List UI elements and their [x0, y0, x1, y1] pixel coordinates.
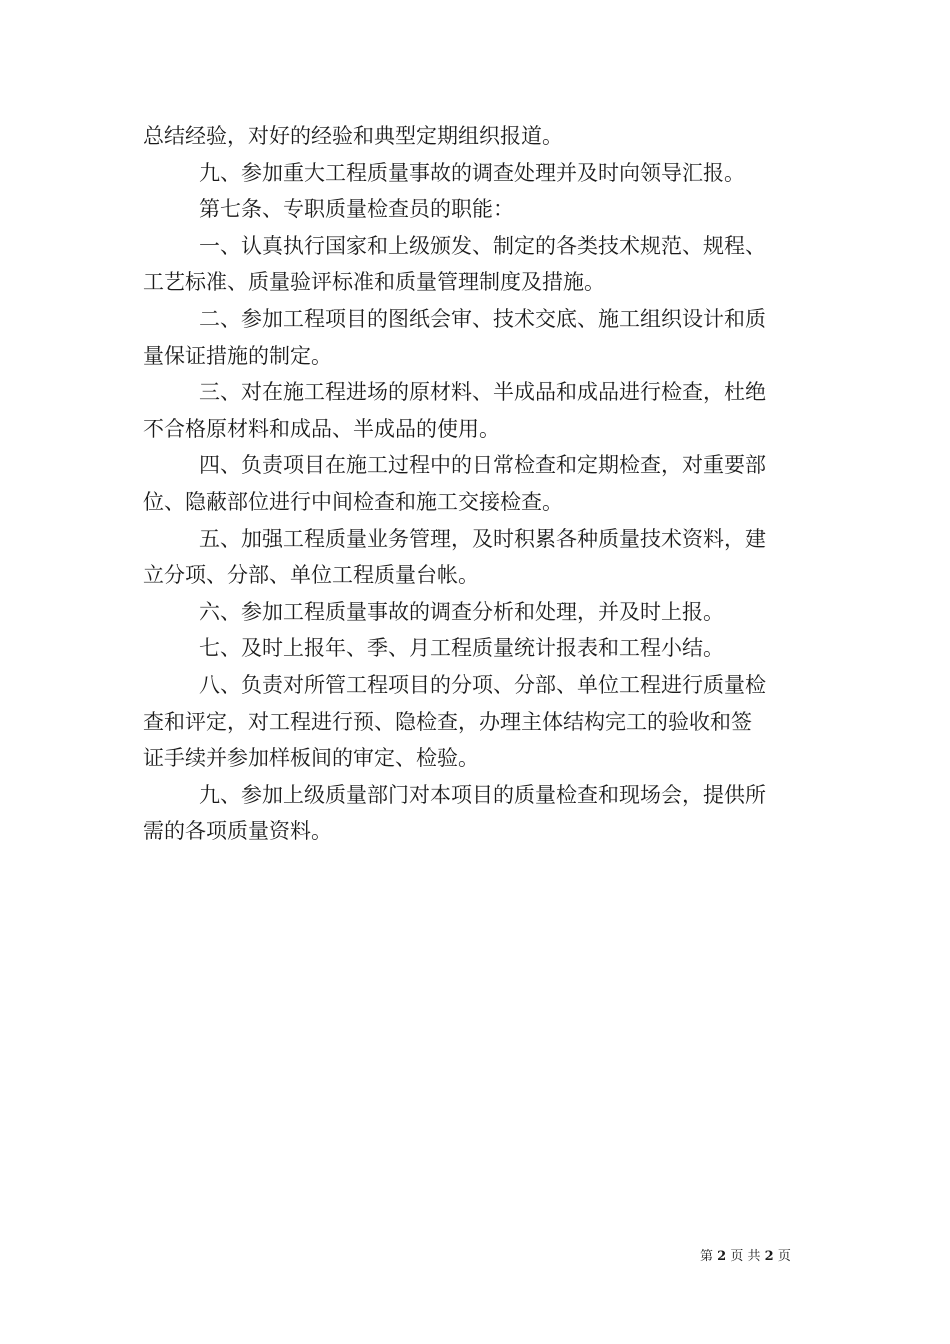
text-line-12: 五、加强工程质量业务管理，及时积累各种质量技术资料，建: [199, 526, 766, 551]
text-line-19: 九、参加上级质量部门对本项目的质量检查和现场会，提供所: [199, 782, 766, 807]
text-line-2: 九、参加重大工程质量事故的调查处理并及时向领导汇报。: [199, 160, 745, 185]
text-line-4: 一、认真执行国家和上级颁发、制定的各类技术规范、规程、: [199, 233, 766, 258]
text-line-17: 查和评定，对工程进行预、隐检查，办理主体结构完工的验收和签: [143, 709, 752, 734]
text-line-13: 立分项、分部、单位工程质量台帐。: [143, 563, 479, 588]
text-line-14: 六、参加工程质量事故的调查分析和处理，并及时上报。: [199, 599, 724, 624]
text-line-10: 四、负责项目在施工过程中的日常检查和定期检查，对重要部: [199, 453, 766, 478]
footer-total-pages: 2: [764, 1249, 774, 1264]
text-line-15: 七、及时上报年、季、月工程质量统计报表和工程小结。: [199, 636, 724, 661]
text-line-3: 第七条、专职质量检查员的职能：: [199, 197, 514, 222]
footer-current-page: 2: [717, 1249, 727, 1264]
text-line-6: 二、参加工程项目的图纸会审、技术交底、施工组织设计和质: [199, 306, 766, 331]
text-line-5: 工艺标准、质量验评标准和质量管理制度及措施。: [143, 270, 605, 295]
text-line-9: 不合格原材料和成品、半成品的使用。: [143, 416, 500, 441]
footer-prefix: 第: [700, 1249, 714, 1264]
text-line-1: 总结经验，对好的经验和典型定期组织报道。: [143, 124, 563, 148]
text-line-16: 八、负责对所管工程项目的分项、分部、单位工程进行质量检: [199, 672, 766, 697]
text-line-7: 量保证措施的制定。: [143, 343, 332, 368]
page-footer: [700, 1248, 900, 1266]
text-line-20: 需的各项质量资料。: [143, 819, 332, 844]
document-body: [143, 118, 808, 850]
text-line-11: 位、隐蔽部位进行中间检查和施工交接检查。: [143, 489, 563, 514]
text-line-8: 三、对在施工程进场的原材料、半成品和成品进行检查，杜绝: [199, 380, 766, 405]
footer-suffix: 页: [777, 1249, 791, 1264]
text-line-18: 证手续并参加样板间的审定、检验。: [143, 746, 479, 771]
footer-middle: 页 共: [730, 1249, 761, 1264]
